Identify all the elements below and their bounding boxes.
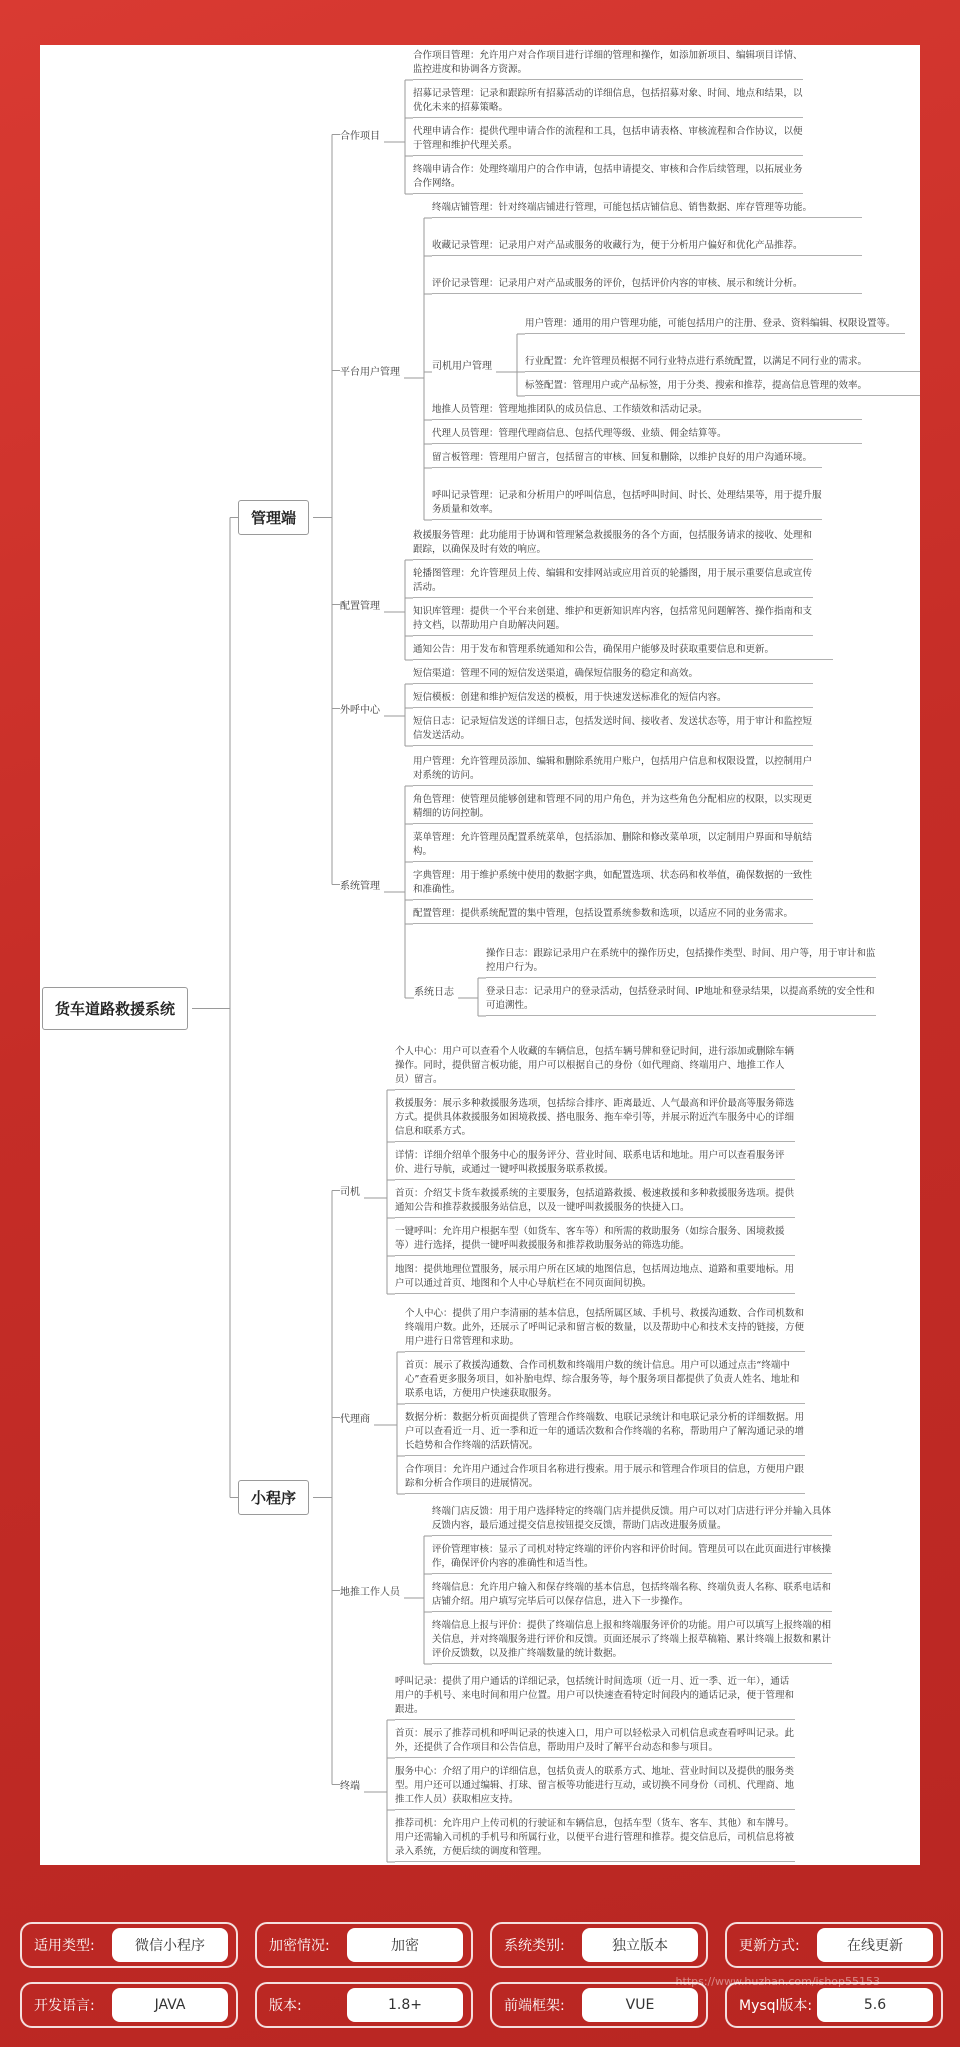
spec-version xyxy=(255,1982,473,2028)
spec-value: 在线更新 xyxy=(817,1928,933,1962)
leaf-terminal-1: 呼叫记录：提供了用户通话的详细记录，包括统计时间选项（近一月、近一季、近一年），通话用户的手机号、来电时间和用户位置。用户可以快速查看特定时间段内的通话记录，便于管理和跟进。 xyxy=(395,1675,795,1720)
leaf-platform-6: 留言板管理：管理用户留言，包括留言的审核、回复和删除，以维护良好的用户沟通环境。 xyxy=(432,451,822,468)
leaf-ground-2: 评价管理审核：显示了司机对特定终端的评价内容和评价时间。管理员可以在此页面进行审核操作，确保评价内容的准确性和适当性。 xyxy=(432,1543,832,1574)
leaf-config-3: 知识库管理：提供一个平台来创建、维护和更新知识库内容，包括常见问题解答、操作指南和支持文档，以帮助用户自助解决问题。 xyxy=(413,605,813,636)
branch-admin: 管理端 xyxy=(238,500,309,535)
spec-label: 版本: xyxy=(269,1998,302,2014)
spec-label: 更新方式: xyxy=(739,1938,800,1954)
group-agent: 代理商 xyxy=(340,1414,370,1425)
leaf-platform-5: 代理人员管理：管理代理商信息、包括代理等级、业绩、佣金结算等。 xyxy=(432,427,862,444)
spec-value: 加密 xyxy=(347,1928,463,1962)
spec-label: Mysql版本: xyxy=(739,1998,813,2014)
spec-value: 5.6 xyxy=(817,1988,933,2022)
leaf-system-1: 用户管理：允许管理员添加、编辑和删除系统用户账户，包括用户信息和权限设置，以控制用户对系统的访问。 xyxy=(413,755,813,786)
group-system-logs: 系统日志 xyxy=(414,987,454,998)
leaf-ground-3: 终端信息：允许用户输入和保存终端的基本信息，包括终端名称、终端负责人名称、联系电话和店铺介绍。用户填写完毕后可以保存信息，进入下一步操作。 xyxy=(432,1581,832,1612)
spec-update-method xyxy=(725,1922,943,1968)
leaf-outbound-2: 短信模板：创建和维护短信发送的模板，用于快速发送标准化的短信内容。 xyxy=(413,691,813,708)
leaf-terminal-2: 首页：展示了推荐司机和呼叫记录的快速入口，用户可以轻松录入司机信息或查看呼叫记录。此外，还提供了合作项目和公告信息，帮助用户及时了解平台动态和参与项目。 xyxy=(395,1727,795,1758)
leaf-driver-users-2: 行业配置：允许管理员根据不同行业特点进行系统配置，以满足不同行业的需求。 xyxy=(525,355,920,372)
leaf-driver-3: 详情：详细介绍单个服务中心的服务评分、营业时间、联系电话和地址。用户可以查看服务评价、进行导航，或通过一键呼叫救援服务联系救援。 xyxy=(395,1149,795,1180)
root-node: 货车道路救援系统 xyxy=(42,987,188,1030)
leaf-config-4: 通知公告：用于发布和管理系统通知和公告，确保用户能够及时获取重要信息和更新。 xyxy=(413,643,833,660)
leaf-platform-2: 收藏记录管理：记录用户对产品或服务的收藏行为，便于分析用户偏好和优化产品推荐。 xyxy=(432,239,862,256)
leaf-outbound-3: 短信日志：记录短信发送的详细日志，包括发送时间、接收者、发送状态等，用于审计和监控短信发送活动。 xyxy=(413,715,813,746)
watermark: https://www.huzhan.com/ishop55153 xyxy=(675,1975,880,1988)
spec-value: 微信小程序 xyxy=(112,1928,228,1962)
leaf-driver-users-1: 用户管理：通用的用户管理功能，可能包括用户的注册、登录、资料编辑、权限设置等。 xyxy=(525,317,905,334)
leaf-platform-1: 终端店铺管理：针对终端店铺进行管理，可能包括店铺信息、销售数据、库存管理等功能。 xyxy=(432,201,862,218)
leaf-platform-4: 地推人员管理：管理地推团队的成员信息、工作绩效和活动记录。 xyxy=(432,403,862,420)
leaf-agent-1: 个人中心：提供了用户李清丽的基本信息，包括所属区域、手机号、救援沟通数、合作司机数和终端用户数。此外，还展示了呼叫记录和留言板的数量，以及帮助中心和技术支持的链接，方便用户进行日常管理和求助。 xyxy=(405,1307,805,1352)
group-terminal: 终端 xyxy=(340,1781,360,1792)
leaf-system-4: 字典管理：用于维护系统中使用的数据字典，如配置选项、状态码和枚举值，确保数据的一致性和准确性。 xyxy=(413,869,813,900)
spec-mysql xyxy=(725,1982,943,2028)
leaf-driver-4: 首页：介绍艾卡货车救援系统的主要服务，包括道路救援、极速救援和多种救援服务选项。提供通知公告和推荐救援服务站信息，以及一键呼叫救援服务的快捷入口。 xyxy=(395,1187,795,1218)
leaf-coop-4: 终端申请合作：处理终端用户的合作申请，包括申请提交、审核和合作后续管理，以拓展业务合作网络。 xyxy=(413,163,803,194)
group-config: 配置管理 xyxy=(340,601,380,612)
leaf-driver-6: 地图：提供地理位置服务，展示用户所在区域的地图信息，包括周边地点、道路和重要地标。用户可以通过首页、地图和个人中心导航栏在不同页面间切换。 xyxy=(395,1263,795,1294)
leaf-platform-3: 评价记录管理：记录用户对产品或服务的评价，包括评价内容的审核、展示和统计分析。 xyxy=(432,277,862,294)
leaf-system-5: 配置管理：提供系统配置的集中管理，包括设置系统参数和选项，以适应不同的业务需求。 xyxy=(413,907,813,924)
group-ground: 地推工作人员 xyxy=(340,1587,400,1598)
leaf-system-2: 角色管理：使管理员能够创建和管理不同的用户角色，并为这些角色分配相应的权限，以实现更精细的访问控制。 xyxy=(413,793,813,824)
leaf-agent-4: 合作项目：允许用户通过合作项目名称进行搜索。用于展示和管理合作项目的信息，方便用户跟踪和分析合作项目的进展情况。 xyxy=(405,1463,805,1494)
leaf-system-3: 菜单管理：允许管理员配置系统菜单，包括添加、删除和修改菜单项，以定制用户界面和导航结构。 xyxy=(413,831,813,862)
leaf-driver-5: 一键呼叫：允许用户根据车型（如货车、客车等）和所需的救助服务（如综合服务、困境救援等）进行选择，提供一键呼叫救援服务和推荐救助服务站的筛选功能。 xyxy=(395,1225,795,1256)
spec-system-type xyxy=(490,1922,708,1968)
spec-label: 适用类型: xyxy=(34,1938,95,1954)
group-coop: 合作项目 xyxy=(340,131,380,142)
leaf-config-1: 救援服务管理：此功能用于协调和管理紧急救援服务的各个方面，包括服务请求的接收、处理和跟踪，以确保及时有效的响应。 xyxy=(413,529,813,560)
spec-encryption xyxy=(255,1922,473,1968)
leaf-agent-2: 首页：展示了救援沟通数、合作司机数和终端用户数的统计信息。用户可以通过点击“终端中心”查看更多服务项目，如补胎电焊、综合服务等，每个服务项目都提供了负责人姓名、地址和联系电话，方便用户快速获取服务。 xyxy=(405,1359,805,1404)
spec-label: 前端框架: xyxy=(504,1998,565,2014)
leaf-logs-2: 登录日志：记录用户的登录活动，包括登录时间、IP地址和登录结果，以提高系统的安全性和可追溯性。 xyxy=(486,985,876,1016)
spec-label: 系统类别: xyxy=(504,1938,565,1954)
leaf-config-2: 轮播图管理：允许管理员上传、编辑和安排网站或应用首页的轮播图，用于展示重要信息或宣传活动。 xyxy=(413,567,813,598)
leaf-agent-3: 数据分析：数据分析页面提供了管理合作终端数、电联记录统计和电联记录分析的详细数据。用户可以查看近一月、近一季和近一年的通话次数和合作终端的名称，帮助用户了解沟通记录的增长趋势和合作终端的活跃情况。 xyxy=(405,1411,805,1456)
leaf-ground-4: 终端信息上报与评价：提供了终端信息上报和终端服务评价的功能。用户可以填写上报终端的相关信息，并对终端服务进行评价和反馈。页面还展示了终端上报草稿箱、累计终端上报数和累计评价反馈数，以及推广终端数量的统计数据。 xyxy=(432,1619,832,1664)
group-system: 系统管理 xyxy=(340,881,380,892)
spec-app-type xyxy=(20,1922,238,1968)
leaf-terminal-4: 推荐司机：允许用户上传司机的行驶证和车辆信息，包括车型（货车、客车、其他）和车牌号。用户还需输入司机的手机号和所属行业，以便平台进行管理和推荐。提交信息后，司机信息将被录入系统，方便后续的调度和管理。 xyxy=(395,1817,795,1862)
leaf-logs-1: 操作日志：跟踪记录用户在系统中的操作历史，包括操作类型、时间、用户等，用于审计和监控用户行为。 xyxy=(486,947,876,978)
group-driver-users: 司机用户管理 xyxy=(432,361,492,372)
spec-language xyxy=(20,1982,238,2028)
spec-label: 加密情况: xyxy=(269,1938,330,1954)
leaf-driver-users-3: 标签配置：管理用户或产品标签，用于分类、搜索和推荐，提高信息管理的效率。 xyxy=(525,379,920,396)
group-outbound: 外呼中心 xyxy=(340,705,380,716)
leaf-coop-1: 合作项目管理：允许用户对合作项目进行详细的管理和操作，如添加新项目、编辑项目详情、监控进度和协调各方资源。 xyxy=(413,49,803,80)
leaf-coop-2: 招募记录管理：记录和跟踪所有招募活动的详细信息，包括招募对象、时间、地点和结果，以优化未来的招募策略。 xyxy=(413,87,803,118)
group-platform: 平台用户管理 xyxy=(340,367,400,378)
leaf-ground-1: 终端门店反馈：用于用户选择特定的终端门店并提供反馈。用户可以对门店进行评分并输入具体反馈内容，最后通过提交信息按钮提交反馈，帮助门店改进服务质量。 xyxy=(432,1505,832,1536)
spec-value: JAVA xyxy=(112,1988,228,2022)
leaf-driver-2: 救援服务：展示多种救援服务选项，包括综合排序、距离最近、人气最高和评价最高等服务筛选方式。提供具体救援服务如困境救援、搭电服务、拖车牵引等，并展示附近汽车服务中心的详细信息和联系方式。 xyxy=(395,1097,795,1142)
leaf-terminal-3: 服务中心：介绍了用户的详细信息，包括负责人的联系方式、地址、营业时间以及提供的服务类型。用户还可以通过编辑、打球、留言板等功能进行互动，或切换不同身份（司机、代理商、地推工作人员）获取相应支持。 xyxy=(395,1765,795,1810)
spec-value: 1.8+ xyxy=(347,1988,463,2022)
leaf-driver-1: 个人中心：用户可以查看个人收藏的车辆信息，包括车辆号牌和登记时间，进行添加或删除车辆操作。同时，提供留言板功能，用户可以根据自己的身份（如代理商、终端用户、地推工作人员）留言。 xyxy=(395,1045,795,1090)
group-driver: 司机 xyxy=(340,1187,360,1198)
branch-mini: 小程序 xyxy=(238,1480,309,1515)
leaf-outbound-1: 短信渠道：管理不同的短信发送渠道，确保短信服务的稳定和高效。 xyxy=(413,667,813,684)
spec-value: 独立版本 xyxy=(582,1928,698,1962)
mindmap-canvas xyxy=(40,45,920,1865)
spec-label: 开发语言: xyxy=(34,1998,95,2014)
leaf-coop-3: 代理申请合作：提供代理申请合作的流程和工具，包括申请表格、审核流程和合作协议，以便于管理和维护代理关系。 xyxy=(413,125,803,156)
leaf-platform-7: 呼叫记录管理：记录和分析用户的呼叫信息，包括呼叫时间、时长、处理结果等，用于提升服务质量和效率。 xyxy=(432,489,822,520)
spec-frontend xyxy=(490,1982,708,2028)
spec-value: VUE xyxy=(582,1988,698,2022)
